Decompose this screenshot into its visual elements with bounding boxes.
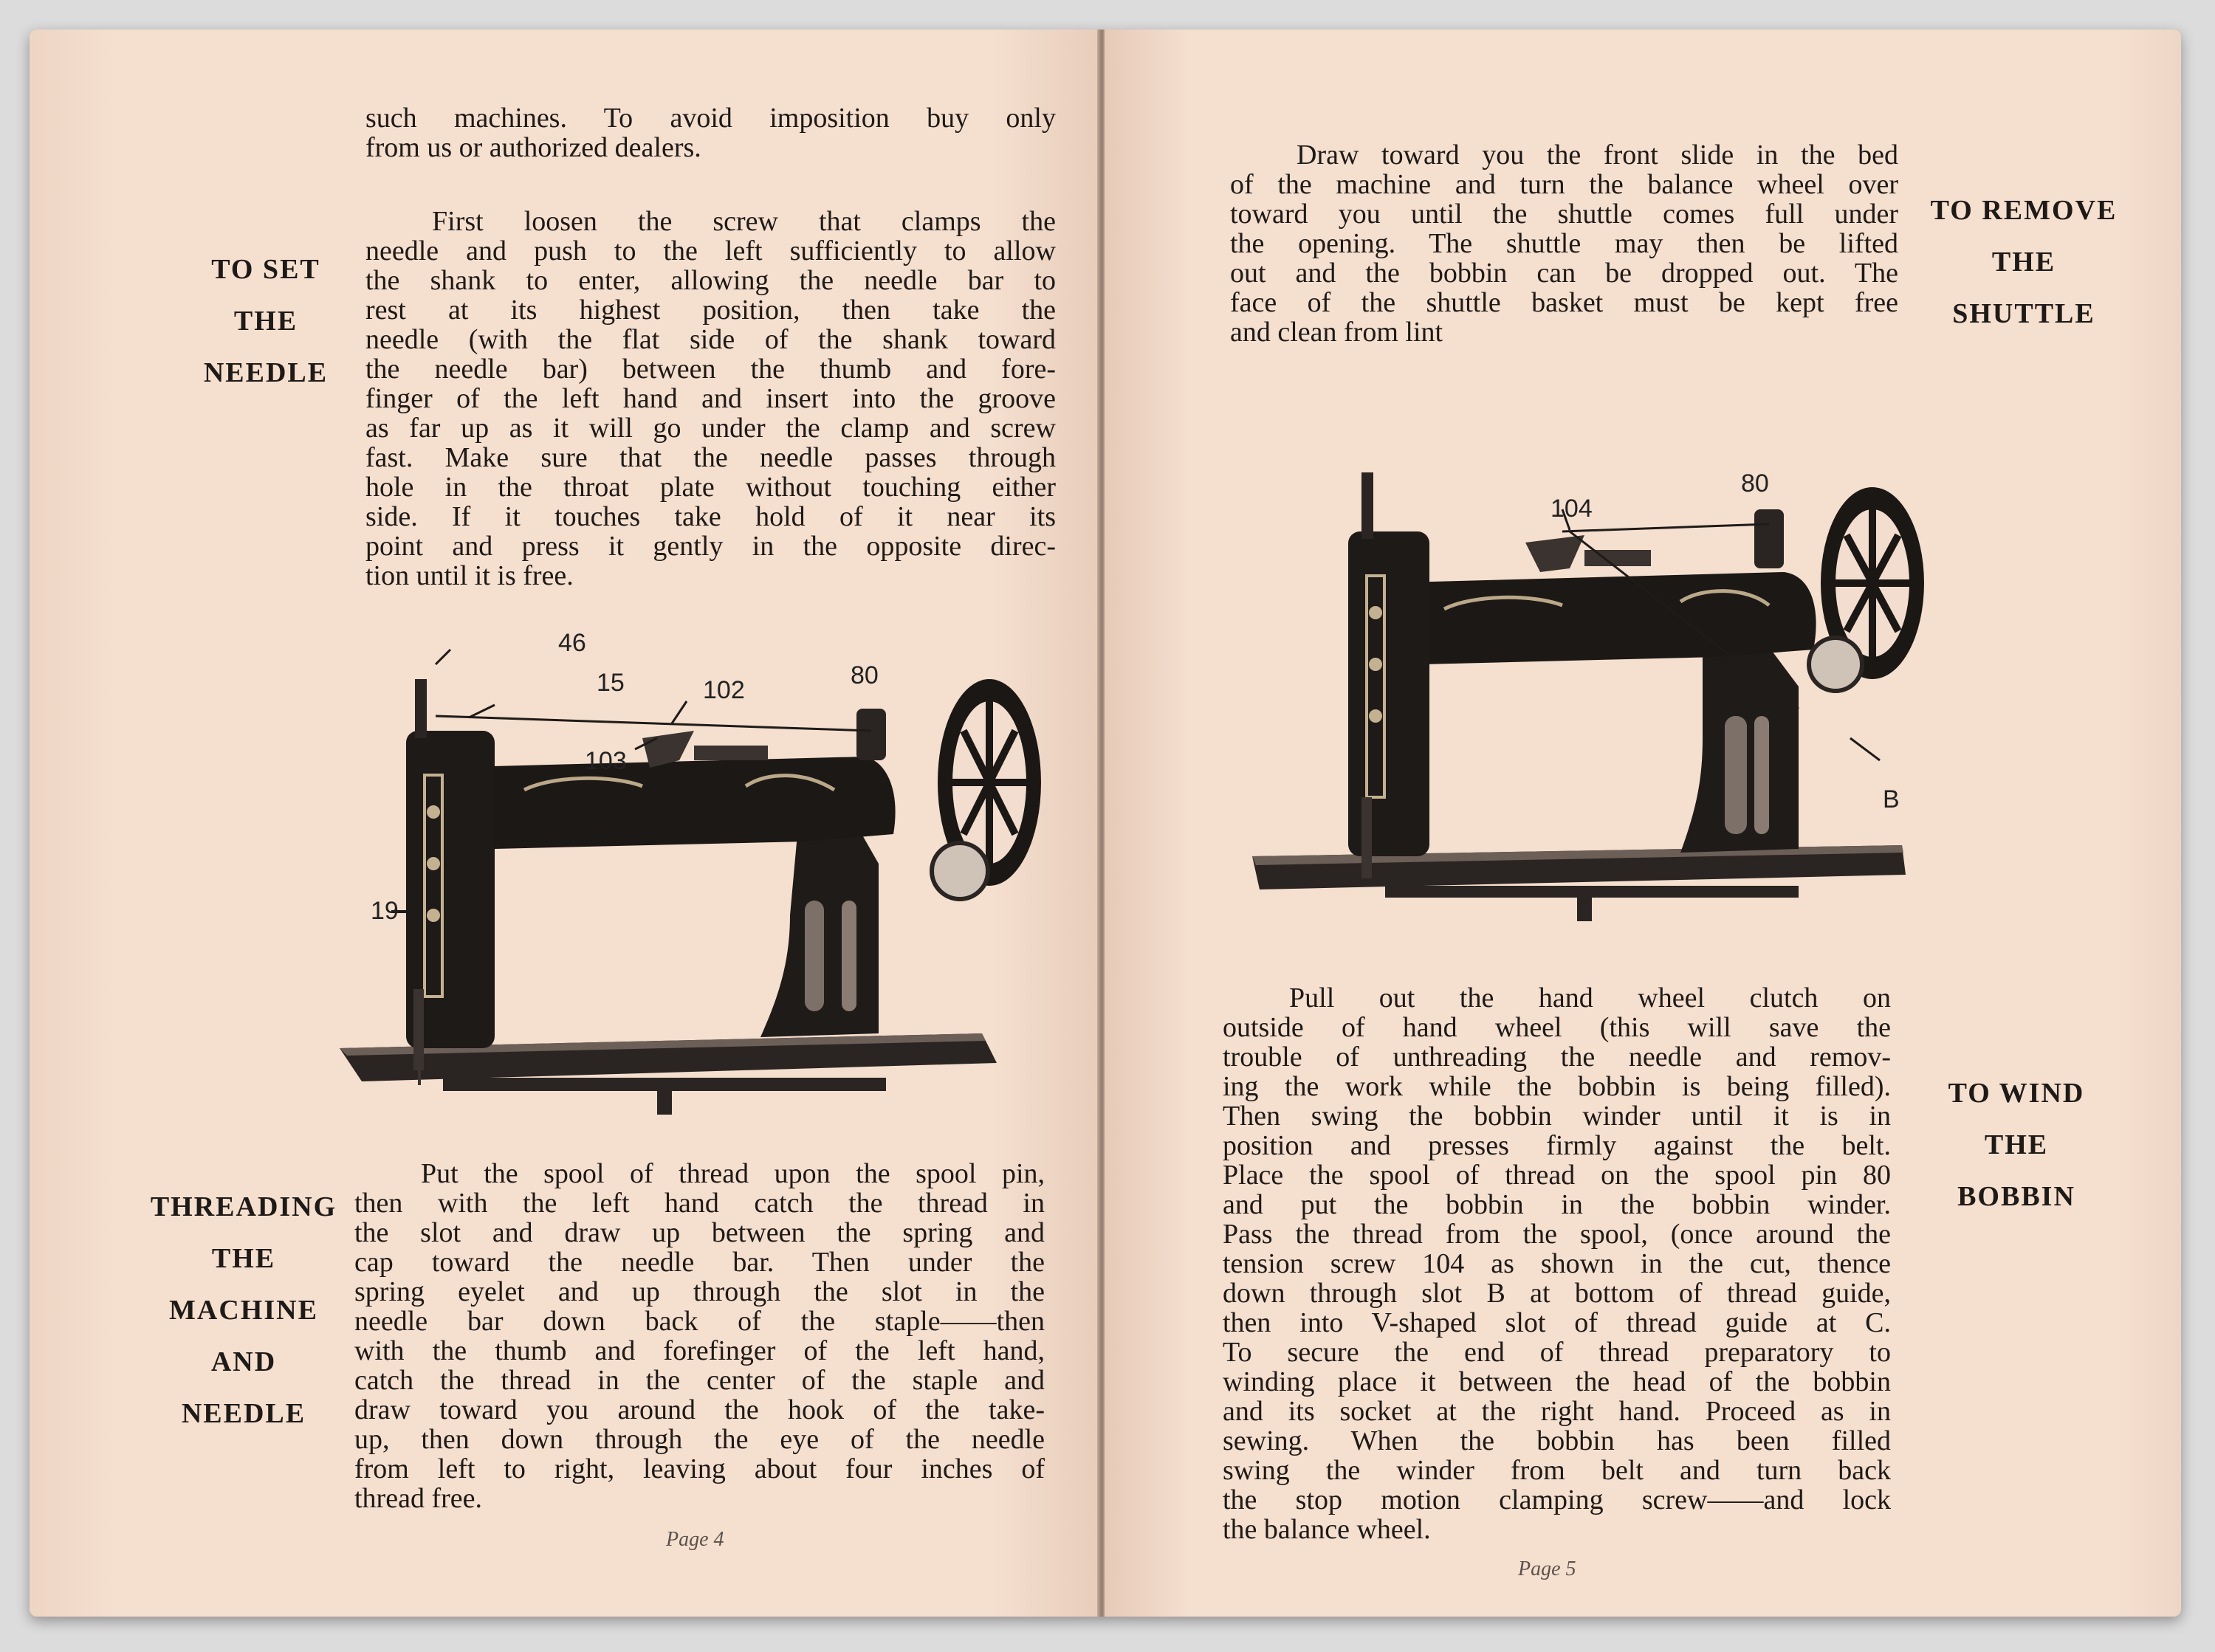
text-line: First loosen the screw that clamps the — [432, 206, 1056, 237]
text-line: the stop motion clamping screw——and lock — [1223, 1484, 1891, 1515]
text-line: needle (with the flat side of the shank toward — [365, 324, 1056, 355]
text-line: up, then down through the eye of the needle — [354, 1424, 1045, 1455]
heading-line: THE — [1984, 1129, 2049, 1160]
heading-line: AND — [210, 1346, 277, 1377]
text-line: winding place it between the head of the bobbin — [1223, 1366, 1891, 1397]
text-line: then into V-shaped slot of thread guide at C. — [1223, 1307, 1891, 1338]
text-line: down through slot B at bottom of thread guide, — [1223, 1278, 1891, 1309]
text-line: the balance wheel. — [1223, 1514, 1431, 1545]
label-103: 103 — [585, 747, 627, 775]
text-line: with the thumb and forefinger of the left hand, — [354, 1335, 1045, 1366]
heading-line: TO WIND — [1948, 1078, 2085, 1109]
text-line: needle and push to the left sufficiently to allow — [365, 235, 1056, 266]
text-line: rest at its highest position, then take the — [365, 295, 1056, 326]
text-line: Then swing the bobbin winder until it is in — [1223, 1101, 1891, 1132]
heading-line: THREADING — [150, 1191, 337, 1222]
text-line: hole in the throat plate without touching either — [365, 472, 1056, 503]
text-line: tion until it is free. — [365, 560, 574, 591]
text-line: out and the bobbin can be dropped out. The — [1230, 258, 1898, 289]
text-line: and put the bobbin in the bobbin winder. — [1223, 1189, 1891, 1220]
text-line: catch the thread in the center of the staple and — [354, 1365, 1045, 1396]
intro-paragraph — [365, 103, 1056, 162]
sewing-machine-illustration-left — [332, 620, 1056, 1152]
text-line: point and press it gently in the opposite direc- — [365, 531, 1056, 562]
label-46: 46 — [558, 629, 586, 657]
threading-paragraph — [354, 1159, 1045, 1513]
text-line: from us or authorized dealers. — [365, 132, 701, 163]
text-line: Draw toward you the front slide in the bed — [1297, 140, 1898, 171]
text-line: spring eyelet and up through the slot in the — [354, 1276, 1045, 1307]
heading-line: THE — [211, 1243, 276, 1274]
text-line: Place the spool of thread on the spool pin 80 — [1223, 1160, 1891, 1191]
text-line: face of the shuttle basket must be kept free — [1230, 287, 1898, 318]
wind-bobbin-heading — [1895, 1067, 2138, 1222]
heading-line: SHUTTLE — [1952, 298, 2095, 329]
heading-line: TO SET — [211, 254, 320, 285]
text-line: then with the left hand catch the thread in — [354, 1188, 1045, 1219]
text-line: side. If it touches take hold of it near its — [365, 501, 1056, 532]
text-line: To secure the end of thread preparatory to — [1223, 1337, 1891, 1368]
text-line: such machines. To avoid imposition buy only — [365, 103, 1056, 134]
text-line: trouble of unthreading the needle and remov- — [1223, 1042, 1891, 1073]
page-number-right: Page 5 — [1518, 1558, 1576, 1580]
text-line: swing the winder from belt and turn back — [1223, 1455, 1891, 1486]
label-15: 15 — [597, 669, 625, 697]
set-needle-paragraph — [365, 207, 1056, 591]
right-page — [1105, 30, 2181, 1617]
threading-heading — [118, 1181, 369, 1439]
label-80: 80 — [851, 661, 879, 689]
wind-bobbin-paragraph — [1223, 983, 1891, 1544]
booklet — [30, 30, 2181, 1617]
text-line: tension screw 104 as shown in the cut, thence — [1223, 1248, 1891, 1279]
remove-shuttle-heading — [1902, 185, 2146, 340]
text-line: from left to right, leaving about four inches of — [354, 1453, 1045, 1484]
text-line: toward you until the shuttle comes full under — [1230, 199, 1898, 230]
page-number-left: Page 4 — [666, 1528, 724, 1551]
heading-line: NEEDLE — [203, 357, 329, 388]
label-19: 19 — [371, 897, 399, 925]
heading-line: TO REMOVE — [1930, 195, 2118, 226]
text-line: sewing. When the bobbin has been filled — [1223, 1425, 1891, 1456]
set-needle-heading — [170, 244, 362, 399]
text-line: draw toward you around the hook of the take- — [354, 1394, 1045, 1425]
text-line: and clean from lint — [1230, 317, 1443, 348]
text-line: the slot and draw up between the spring and — [354, 1217, 1045, 1248]
text-line: cap toward the needle bar. Then under the — [354, 1247, 1045, 1278]
text-line: position and presses firmly against the belt. — [1223, 1130, 1891, 1161]
label-102: 102 — [703, 676, 745, 704]
text-line: Pull out the hand wheel clutch on — [1289, 982, 1891, 1013]
text-line: of the machine and turn the balance wheel over — [1230, 169, 1898, 200]
text-line: the opening. The shuttle may then be lifted — [1230, 228, 1898, 259]
text-line: outside of hand wheel (this will save the — [1223, 1012, 1891, 1043]
heading-line: NEEDLE — [181, 1398, 306, 1429]
label-b: B — [1883, 785, 1900, 813]
text-line: fast. Make sure that the needle passes through — [365, 442, 1056, 473]
text-line: Pass the thread from the spool, (once around the — [1223, 1219, 1891, 1250]
remove-shuttle-paragraph — [1230, 140, 1898, 347]
text-line: finger of the left hand and insert into the groove — [365, 383, 1056, 414]
text-line: and its socket at the right hand. Proceed as in — [1223, 1396, 1891, 1427]
text-line: ing the work while the bobbin is being filled). — [1223, 1071, 1891, 1102]
label-104: 104 — [1550, 495, 1593, 523]
text-line: Put the spool of thread upon the spool pin, — [421, 1158, 1045, 1189]
text-line: thread free. — [354, 1483, 482, 1514]
text-line: as far up as it will go under the clamp and screw — [365, 413, 1056, 444]
heading-line: THE — [233, 306, 298, 337]
heading-line: THE — [1991, 247, 2056, 278]
label-80: 80 — [1741, 469, 1769, 498]
sewing-machine-illustration-right — [1237, 443, 1961, 960]
text-line: needle bar down back of the staple——then — [354, 1306, 1045, 1337]
text-line: the shank to enter, allowing the needle bar to — [365, 265, 1056, 296]
heading-line: BOBBIN — [1957, 1181, 2075, 1212]
left-page — [30, 30, 1099, 1617]
heading-line: MACHINE — [169, 1295, 318, 1326]
text-line: the needle bar) between the thumb and fore- — [365, 354, 1056, 385]
